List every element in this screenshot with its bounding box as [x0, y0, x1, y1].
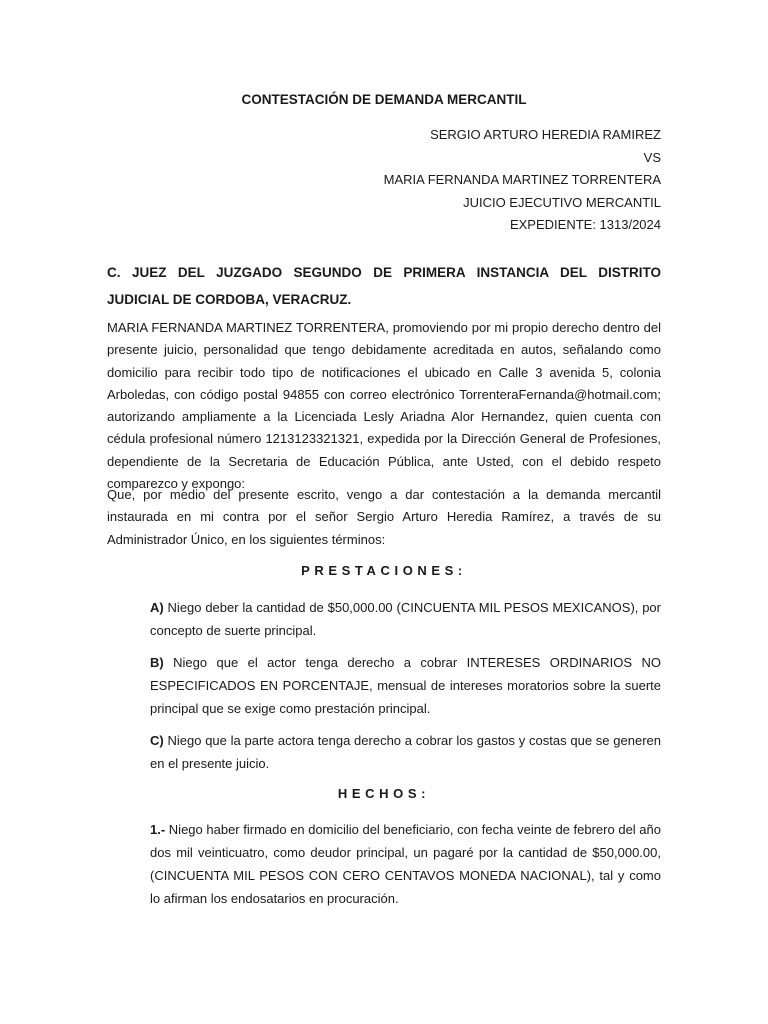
caption-juicio: JUICIO EJECUTIVO MERCANTIL	[463, 194, 661, 210]
hecho-1	[150, 818, 661, 910]
caption-vs: VS	[643, 149, 661, 165]
prestacion-b	[150, 651, 661, 720]
case-caption	[384, 124, 661, 237]
prestacion-a	[150, 596, 661, 642]
hecho-1-text: Niego haber firmado en domicilio del beneficiario, con fecha veinte de febrero del año dos mil veinticuatro, como deudor principal, un pagaré por la cantidad de $50,000.00, (CINCUENTA MIL PESOS CON CERO CENTAVOS MONEDA NACIONAL), tal y como lo afirman los endosatarios en procuración.	[150, 822, 661, 906]
hecho-1-label: 1.-	[150, 822, 166, 837]
prestacion-a-label: A)	[150, 600, 164, 615]
prestacion-c-label: C)	[150, 733, 164, 748]
judge-address-line-1: C. JUEZ DEL JUZGADO SEGUNDO DE PRIMERA INSTANCIA DEL DISTRITO	[107, 265, 661, 280]
caption-demandada: MARIA FERNANDA MARTINEZ TORRENTERA	[383, 172, 661, 187]
intro-paragraph: MARIA FERNANDA MARTINEZ TORRENTERA, promoviendo por mi propio derecho dentro del presente juicio, personalidad que tengo debidamente acreditada en autos, señalando como domicilio para recibir todo tipo de notificaciones el ubicado en Calle 3 avenida 5, colonia Arboledas, con código postal 94855 con correo electrónico TorrenteraFernanda@hotmail.com; autorizando ampliamente a la Licenciada Lesly Ariadna Alor Hernandez, quien cuenta con cédula profesional número 1213123321321, expedida por la Dirección General de Profesiones, dependiente de la Secretaria de Educación Pública, ante Usted, con el debido respeto comparezco y expongo:	[107, 320, 661, 492]
document-title: CONTESTACIÓN DE DEMANDA MERCANTIL	[241, 92, 527, 107]
judge-address	[107, 259, 661, 313]
prestaciones-heading: PRESTACIONES:	[301, 563, 467, 578]
prestacion-c	[150, 729, 661, 775]
prestacion-b-text: Niego que el actor tenga derecho a cobrar INTERESES ORDINARIOS NO ESPECIFICADOS EN PORCENTAJE, mensual de intereses moratorios sobre la suerte principal que se exige como prestación principal.	[150, 655, 661, 716]
que-paragraph: Que, por medio del presente escrito, vengo a dar contestación a la demanda mercantil instaurada en mi contra por el señor Sergio Arturo Heredia Ramírez, a través de su Administrador Único, en los siguientes términos:	[107, 487, 661, 547]
prestacion-a-text: Niego deber la cantidad de $50,000.00 (CINCUENTA MIL PESOS MEXICANOS), por concepto de suerte principal.	[150, 600, 661, 638]
prestacion-c-text: Niego que la parte actora tenga derecho a cobrar los gastos y costas que se generen en el presente juicio.	[150, 733, 661, 771]
hechos-heading: HECHOS:	[337, 786, 431, 801]
judge-address-line-2: JUDICIAL DE CORDOBA, VERACRUZ.	[107, 292, 352, 307]
caption-actor: SERGIO ARTURO HEREDIA RAMIREZ	[430, 127, 661, 142]
prestacion-b-label: B)	[150, 655, 164, 670]
caption-expediente: EXPEDIENTE: 1313/2024	[509, 217, 661, 232]
